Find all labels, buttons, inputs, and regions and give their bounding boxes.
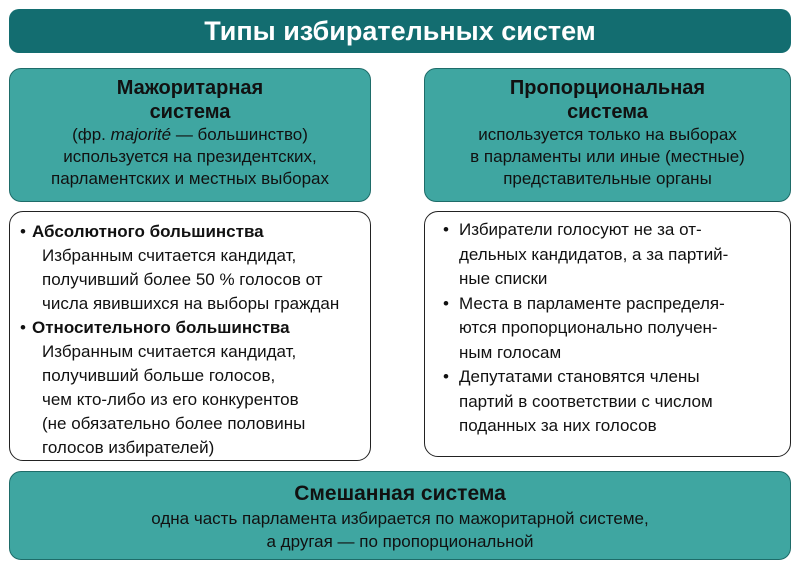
relative-majority-line: получивший больше голосов,: [42, 366, 276, 385]
relative-majority-heading: Относительного большинства: [32, 318, 290, 337]
list-item-seat-distribution: [435, 292, 790, 366]
absolute-majority-line: числа явившихся на выборы граждан: [42, 294, 340, 313]
proportional-desc-line3: представительные органы: [503, 169, 712, 188]
proportional-system-box: [424, 68, 791, 202]
list-item-party-lists: [435, 218, 790, 292]
absolute-majority-line: получивший более 50 % голосов от: [42, 270, 323, 289]
absolute-majority-heading: Абсолютного большинства: [32, 222, 264, 241]
majoritarian-types-list: [9, 211, 371, 461]
absolute-majority-line: Избранным считается кандидат,: [42, 246, 297, 265]
feature-line: Места в парламенте распределя-: [459, 293, 725, 313]
proportional-heading-line1: Пропорциональная: [509, 77, 706, 99]
diagram-title: Типы избирательных систем: [9, 9, 791, 53]
majoritarian-desc-line2: парламентских и местных выборах: [50, 169, 330, 188]
feature-line: Депутатами становятся члены: [459, 367, 700, 386]
majoritarian-desc-line1: используется на президентских,: [63, 147, 317, 166]
relative-majority-line: Избранным считается кандидат,: [42, 342, 297, 361]
etymology-suffix: — большинство): [171, 125, 308, 144]
relative-majority-line: (не обязательно более половины: [42, 414, 306, 433]
list-item-absolute-majority: [18, 220, 370, 316]
list-item-relative-majority: [18, 316, 370, 460]
relative-majority-line: чем кто-либо из его конкурентов: [42, 390, 299, 409]
feature-line: партий в соответствии с числом: [459, 391, 713, 411]
mixed-system-box: [9, 471, 791, 560]
bullet-icon: •: [443, 220, 449, 239]
relative-majority-line: голосов избирателей): [42, 438, 215, 457]
feature-line: ные списки: [459, 269, 548, 288]
majoritarian-heading-line1: Мажоритарная: [116, 77, 264, 99]
feature-line: Избиратели голосуют не за от-: [459, 220, 702, 239]
bullet-icon: •: [443, 367, 449, 386]
etymology-term: majorité: [110, 125, 172, 144]
mixed-heading: Смешанная система: [294, 482, 506, 505]
feature-line: ным голосам: [459, 342, 562, 362]
proportional-desc-line2: в парламенты или иные (местные): [470, 147, 745, 166]
etymology-prefix: (фр.: [72, 125, 111, 144]
feature-line: ются пропорционально получен-: [459, 318, 718, 337]
bullet-icon: •: [20, 222, 26, 241]
feature-line: дельных кандидатов, а за партий-: [459, 244, 729, 264]
proportional-features-list: [424, 211, 791, 457]
mixed-desc-line2: а другая — по пропорциональной: [266, 532, 534, 551]
majoritarian-etymology: [10, 124, 370, 146]
majoritarian-system-box: [9, 68, 371, 202]
bullet-icon: •: [20, 318, 26, 337]
mixed-desc-line1: одна часть парламента избирается по мажоритарной системе,: [151, 509, 649, 528]
feature-line: поданных за них голосов: [459, 416, 657, 435]
majoritarian-heading-line2: система: [149, 101, 231, 123]
bullet-icon: •: [443, 293, 449, 313]
proportional-desc-line1: используется только на выборах: [478, 125, 737, 144]
list-item-deputies: [435, 365, 790, 439]
proportional-heading-line2: система: [567, 101, 648, 123]
